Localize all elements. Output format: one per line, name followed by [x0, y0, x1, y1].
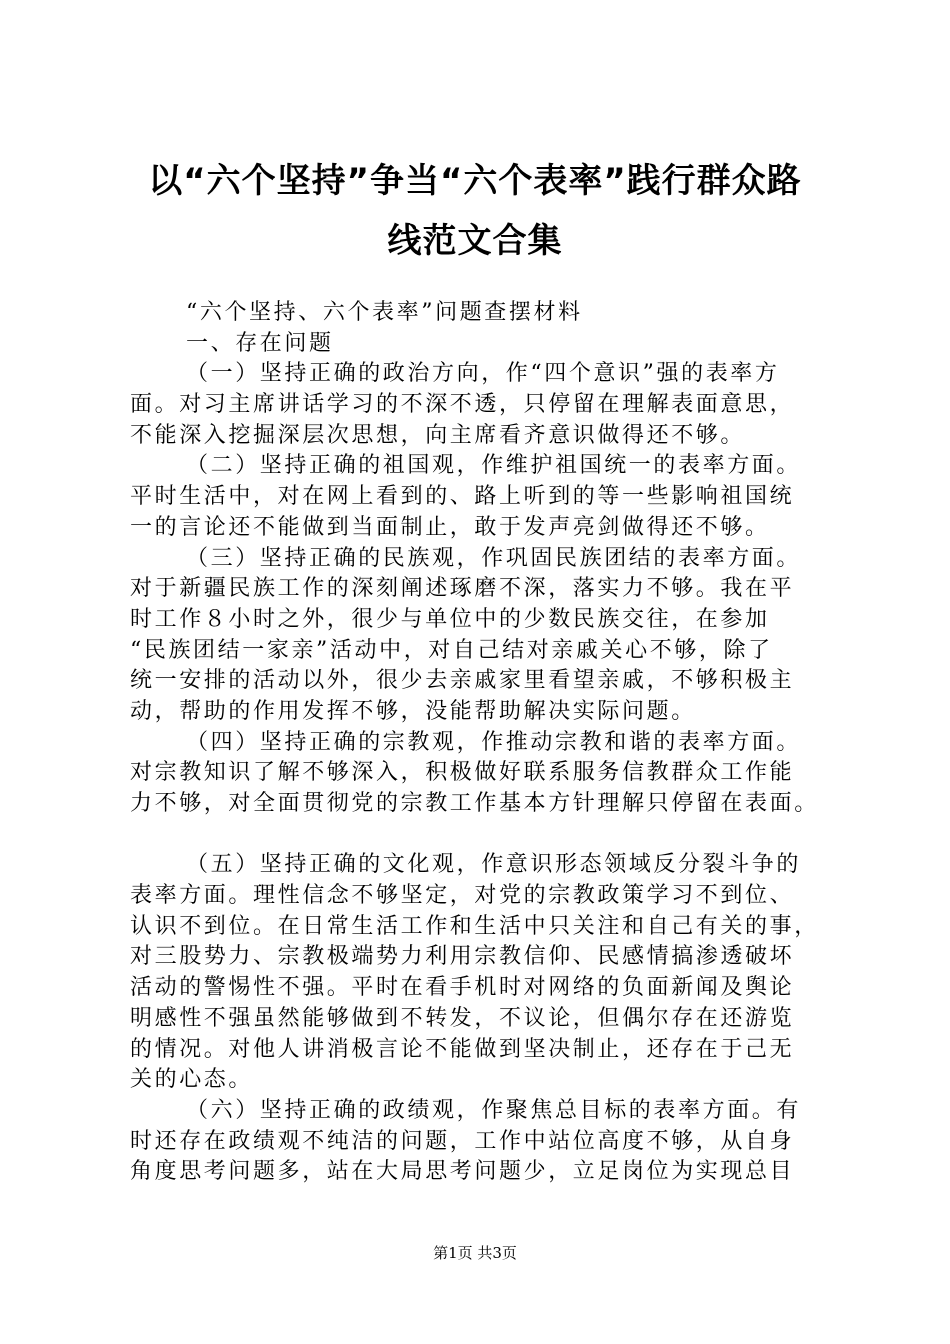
- document-title-line-2: 线范文合集: [387, 221, 563, 261]
- document-subtitle: “六个坚持、六个表率”问题查摆材料: [186, 300, 583, 325]
- paragraph-line: （五）坚持正确的文化观，作意识形态领域反分裂斗争的: [186, 852, 802, 878]
- paragraph-line: 不能深入挖掘深层次思想，向主席看齐意识做得还不够。: [130, 422, 746, 448]
- paragraph-line: 动，帮助的作用发挥不够，没能帮助解决实际问题。: [130, 698, 696, 724]
- paragraph-line: 认识不到位。在日常生活工作和生活中只关注和自己有关的事，: [130, 913, 819, 939]
- paragraph-gap: [130, 820, 842, 851]
- paragraph-line: （四）坚持正确的宗教观，作推动宗教和谐的表率方面。: [186, 729, 802, 755]
- paragraph-line: 平时生活中，对在网上看到的、路上听到的等一些影响祖国统: [130, 484, 795, 510]
- paragraph-line: 力不够，对全面贯彻党的宗教工作基本方针理解只停留在表面。: [130, 791, 819, 816]
- paragraph-line: 面。对习主席讲话学习的不深不透，只停留在理解表面意思，: [130, 392, 795, 418]
- paragraph-line: 明感性不强虽然能够做到不转发，不议论，但偶尔存在还游览: [130, 1005, 795, 1031]
- paragraph-line: 的情况。对他人讲消极言论不能做到坚决制止，还存在于己无: [130, 1036, 795, 1062]
- paragraph-line: 对于新疆民族工作的深刻阐述琢磨不深，落实力不够。我在平: [130, 576, 795, 602]
- paragraph-line: （六）坚持正确的政绩观，作聚焦总目标的表率方面。有: [186, 1097, 802, 1123]
- document-title-line-1: 以“六个坚持”争当“六个表率”践行群众路: [148, 161, 802, 201]
- paragraph-line: 时还存在政绩观不纯洁的问题，工作中站位高度不够，从自身: [130, 1128, 795, 1154]
- paragraph-line: 一的言论还不能做到当面制止，敢于发声亮剑做得还不够。: [130, 514, 770, 540]
- section-heading: 一、存在问题: [186, 330, 334, 356]
- page-footer: 第1页 共3页: [433, 1244, 517, 1262]
- paragraph-line: （三）坚持正确的民族观，作巩固民族团结的表率方面。: [186, 545, 802, 571]
- paragraph-line: 时工作８小时之外，很少与单位中的少数民族交往，在参加: [130, 606, 770, 632]
- paragraph-line: 统一安排的活动以外，很少去亲戚家里看望亲戚，不够积极主: [130, 668, 795, 694]
- paragraph-line: “民族团结一家亲”活动中，对自己结对亲戚关心不够，除了: [130, 637, 773, 663]
- paragraph-line: （一）坚持正确的政治方向，作“四个意识”强的表率方: [186, 361, 780, 387]
- paragraph-line: 对三股势力、宗教极端势力利用宗教信仰、民感情搞渗透破坏: [130, 944, 795, 970]
- paragraph-line: 对宗教知识了解不够深入，积极做好联系服务信教群众工作能: [130, 760, 795, 786]
- paragraph-line: 活动的警惕性不强。平时在看手机时对网络的负面新闻及舆论: [130, 975, 795, 1001]
- paragraph-line: 角度思考问题多，站在大局思考问题少，立足岗位为实现总目: [130, 1159, 795, 1185]
- paragraph-line: 表率方面。理性信念不够坚定，对党的宗教政策学习不到位、: [130, 883, 795, 909]
- paragraph-line: 关的心态。: [130, 1067, 254, 1093]
- paragraph-line: （二）坚持正确的祖国观，作维护祖国统一的表率方面。: [186, 453, 802, 479]
- document-body: [130, 298, 842, 1188]
